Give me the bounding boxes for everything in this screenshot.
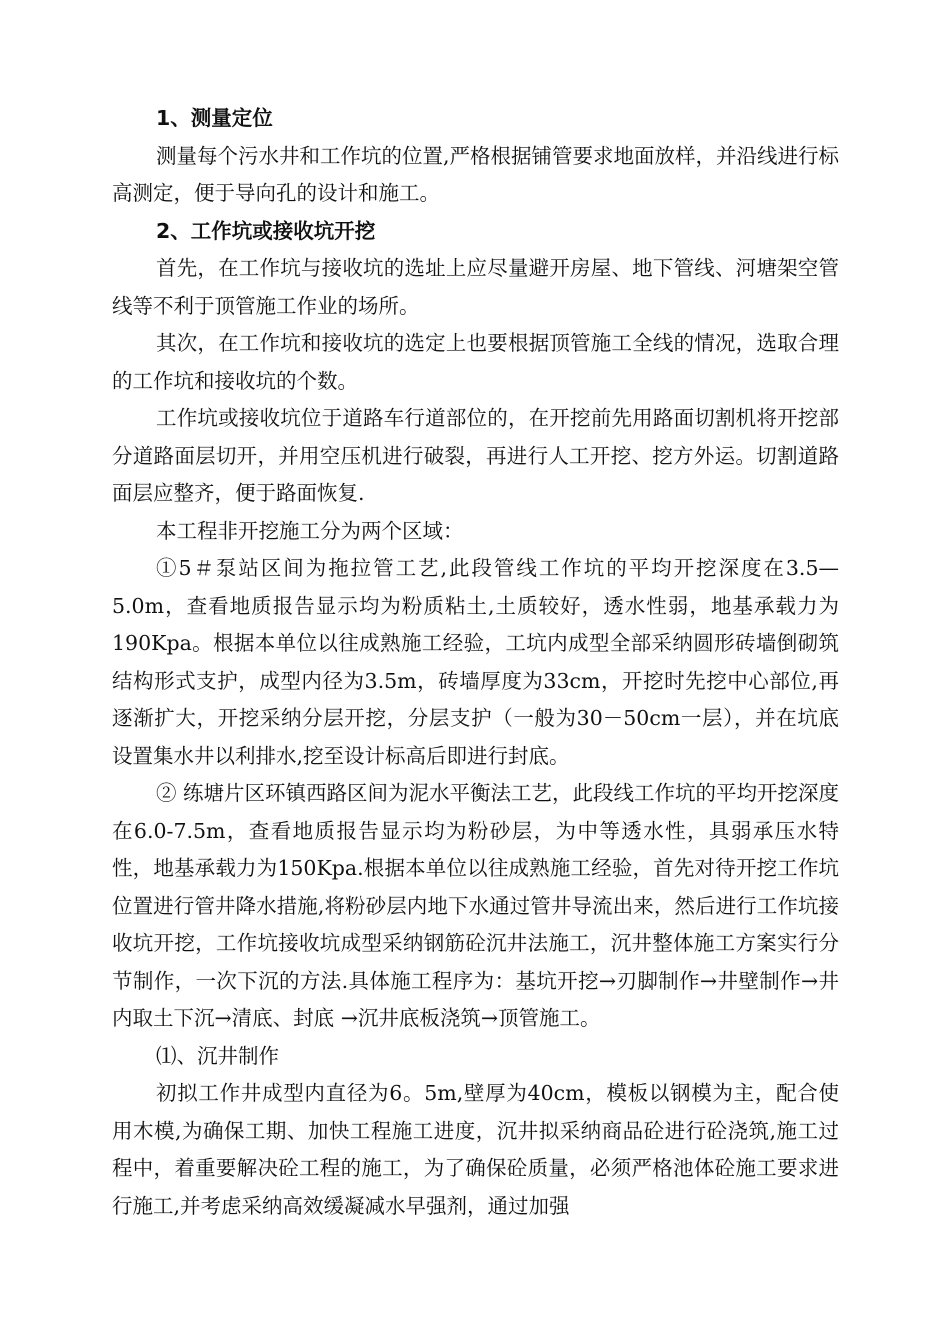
section-heading-survey: 1、测量定位: [156, 106, 273, 130]
document-body: [112, 100, 839, 1225]
paragraph-caisson-details: 初拟工作井成型内直径为6。5m,壁厚为40cm，模板以钢模为主，配合使用木模,为确保工期、加快工程施工进度，沉井拟采纳商品砼进行砼浇筑,施工过程中，着重要解决砼工程的施工，为了确保砼质量，必须严格池体砼施工要求进行施工,并考虑采纳高效缓凝减水早强剂，通过加强: [112, 1081, 839, 1218]
section-heading-pit-excavation: 2、工作坑或接收坑开挖: [156, 218, 376, 243]
paragraph-pit-count: 其次，在工作坑和接收坑的选定上也要根据顶管施工全线的情况，选取合理的工作坑和接收坑的个数。: [112, 331, 839, 393]
paragraph-zone-two: ② 练塘片区环镇西路区间为泥水平衡法工艺，此段线工作坑的平均开挖深度在6.0-7.5m，查看地质报告显示均为粉砂层，为中等透水性，具弱承压水特性，地基承载力为150Kpa.根据本单位以往成熟施工经验，首先对待开挖工作坑位置进行管井降水措施,将粉砂层内地下水通过管井导流出来，然后进行工作坑接收坑开挖，工作坑接收坑成型采纳钢筋砼沉井法施工，沉井整体施工方案实行分节制作，一次下沉的方法.具体施工程序为：基坑开挖→刃脚制作→井壁制作→井内取土下沉→清底、封底 →沉井底板浇筑→顶管施工。: [112, 781, 840, 1030]
paragraph-road-cutting: 工作坑或接收坑位于道路车行道部位的，在开挖前先用路面切割机将开挖部分道路面层切开，并用空压机进行破裂，再进行人工开挖、挖方外运。切割道路面层应整齐，便于路面恢复.: [112, 406, 839, 505]
subheading-caisson-fabrication: ⑴、沉井制作: [156, 1043, 279, 1068]
paragraph-survey: 测量每个污水井和工作坑的位置,严格根据铺管要求地面放样，并沿线进行标高测定，便于导向孔的设计和施工。: [112, 143, 840, 205]
paragraph-site-selection: 首先，在工作坑与接收坑的选址上应尽量避开房屋、地下管线、河塘架空管线等不利于顶管施工作业的场所。: [112, 256, 839, 318]
paragraph-zone-one: ①5＃泵站区间为拖拉管工艺,此段管线工作坑的平均开挖深度在3.5—5.0m，查看地质报告显示均为粉质粘土,土质较好，透水性弱，地基承载力为190Kpa。根据本单位以往成熟施工经验，工坑内成型全部采纳圆形砖墙倒砌筑结构形式支护，成型内径为3.5m，砖墙厚度为33cm，开挖时先挖中心部位,再逐渐扩大，开挖采纳分层开挖，分层支护（一般为30－50cm一层），并在坑底设置集水井以利排水,挖至设计标高后即进行封底。: [112, 556, 839, 768]
paragraph-two-zones: 本工程非开挖施工分为两个区域：: [156, 518, 464, 543]
